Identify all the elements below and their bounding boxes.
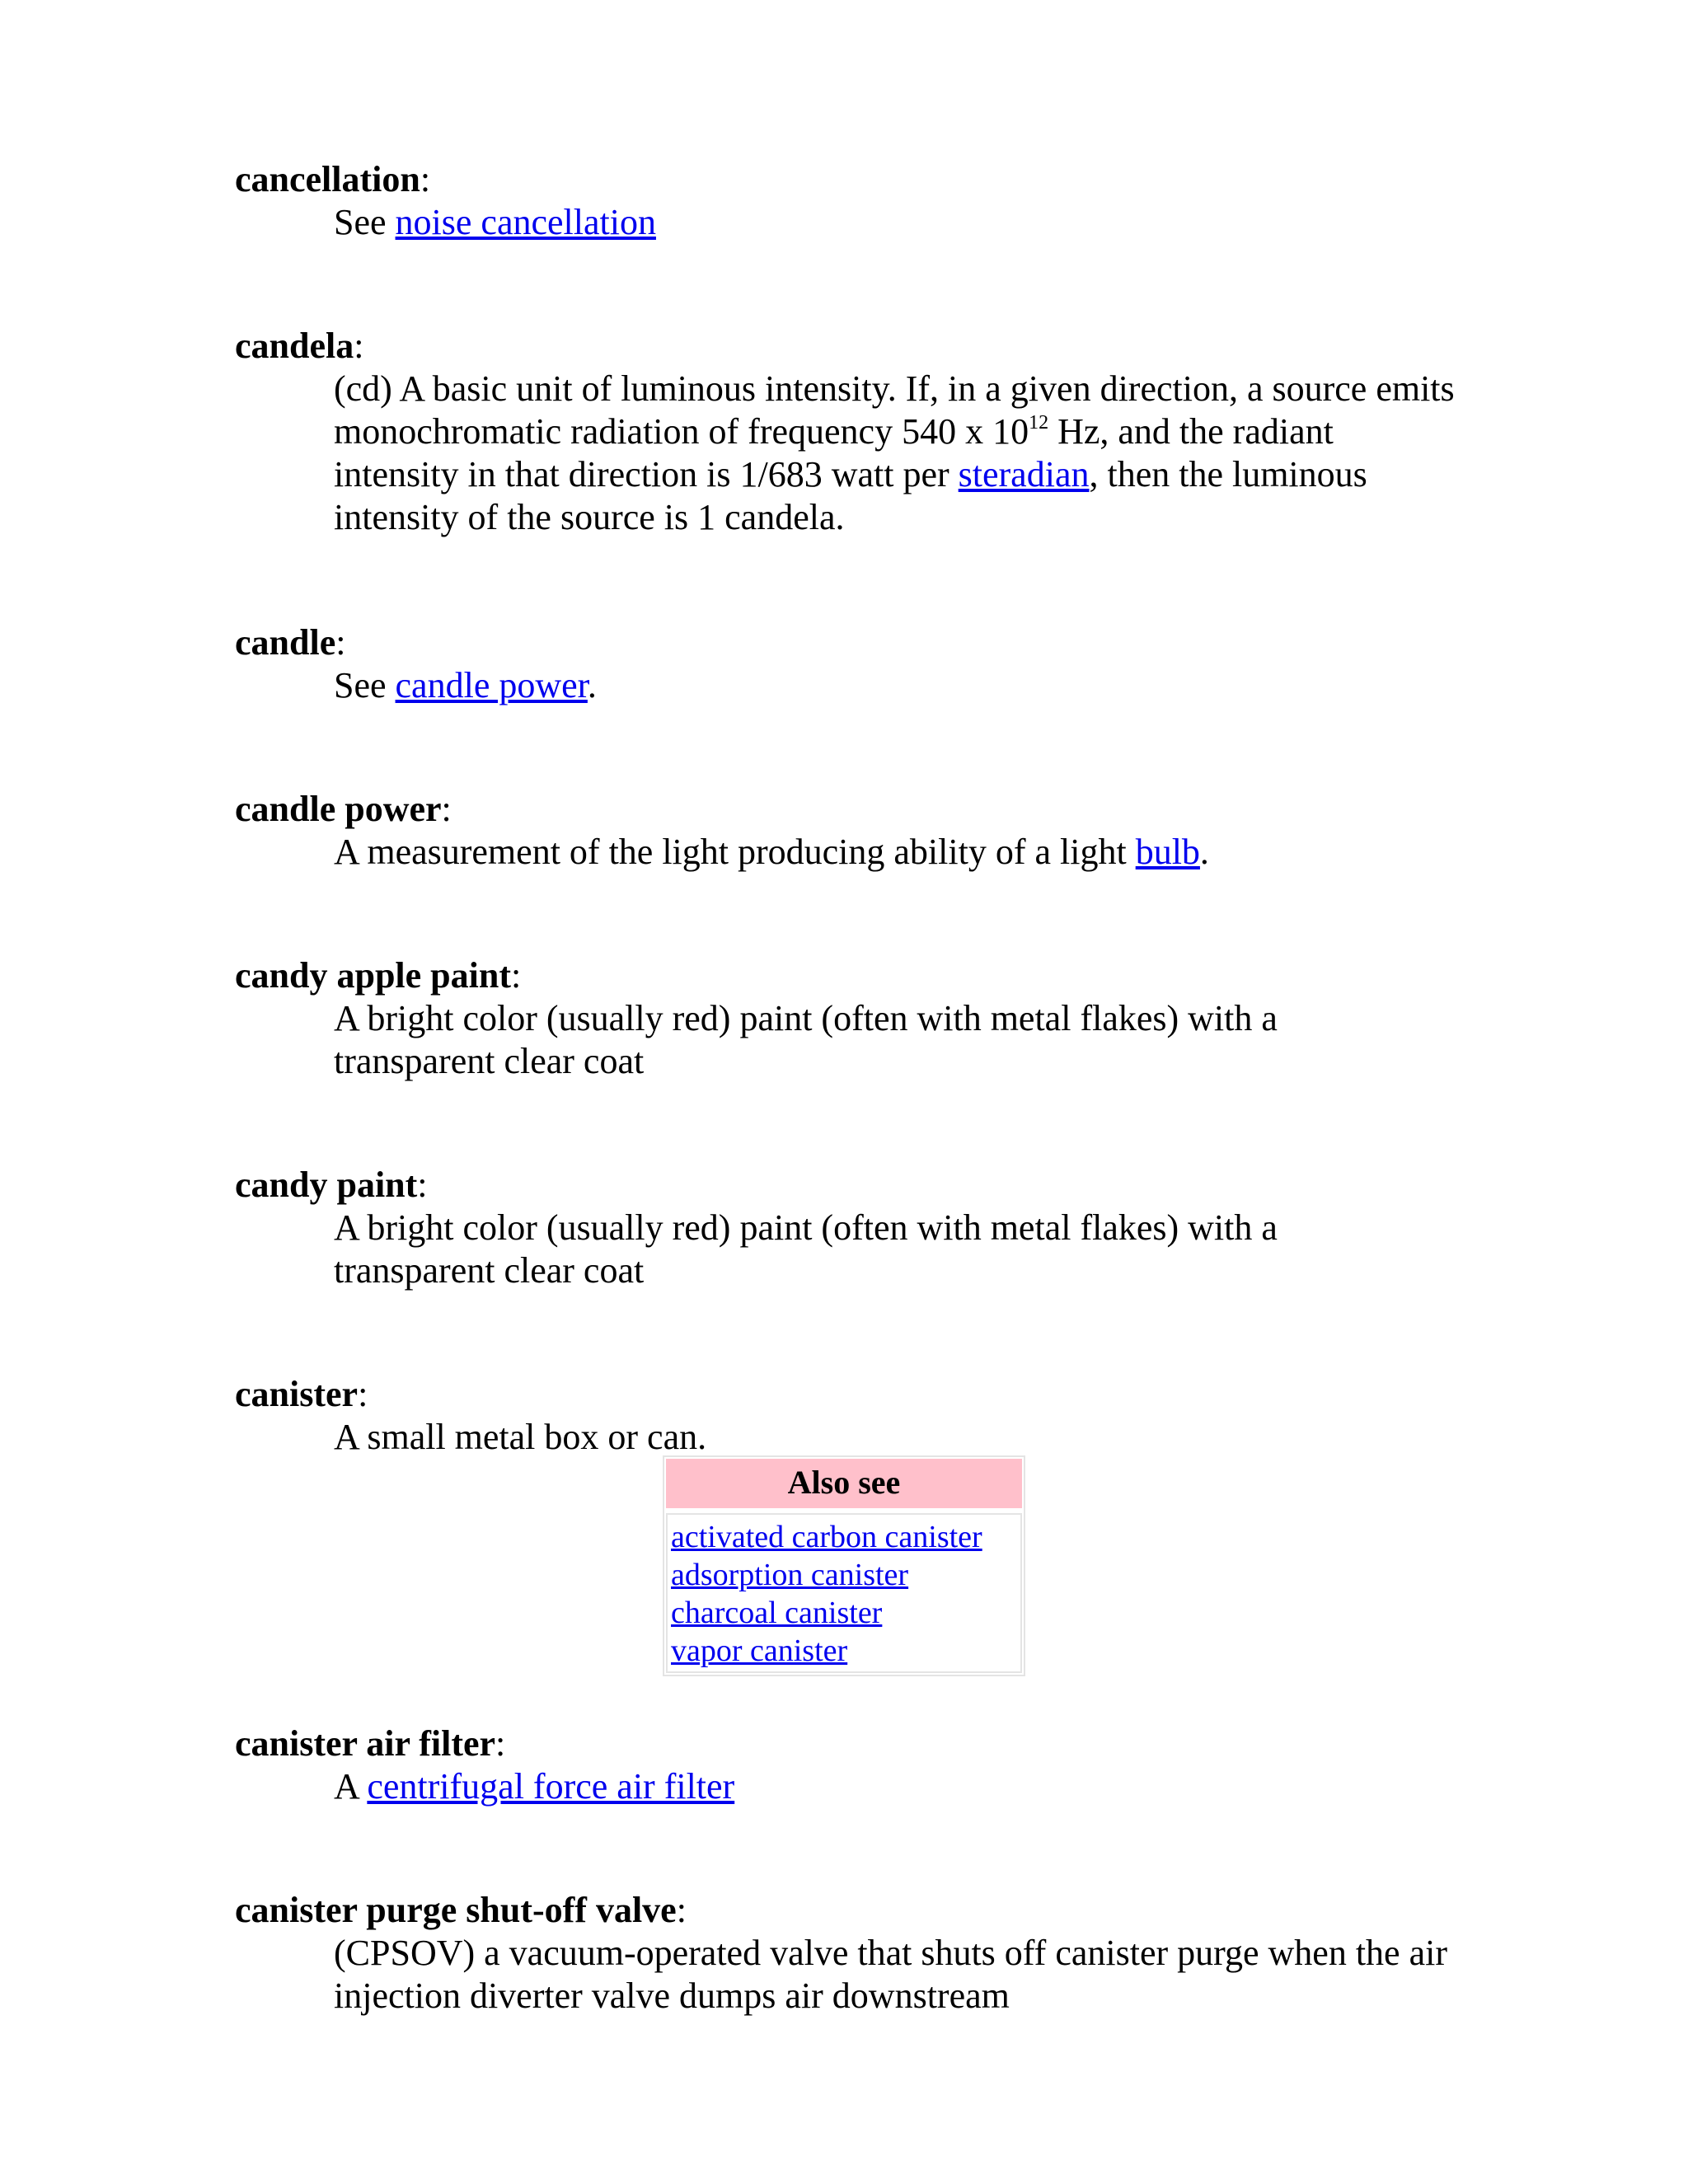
- link-activated-carbon-canister[interactable]: activated carbon canister: [671, 1520, 982, 1554]
- link-bulb[interactable]: bulb: [1135, 832, 1200, 872]
- definition-candle-power: A measurement of the light producing ability of a light bulb.: [334, 832, 1209, 872]
- link-centrifugal-force-air-filter[interactable]: centrifugal force air filter: [367, 1766, 735, 1807]
- definition-candy-paint: A bright color (usually red) paint (often with metal flakes) with a transparent clear coat: [334, 1207, 1278, 1291]
- definition-cancellation: See noise cancellation: [334, 202, 656, 242]
- link-vapor-canister[interactable]: vapor canister: [671, 1633, 848, 1668]
- term-canister-air-filter: canister air filter:: [235, 1723, 506, 1764]
- term-candle-power: candle power:: [235, 789, 452, 829]
- link-noise-cancellation[interactable]: noise cancellation: [395, 202, 656, 242]
- definition-candle: See candle power.: [334, 665, 597, 705]
- term-candy-apple-paint: candy apple paint:: [235, 955, 522, 996]
- definition-canister-air-filter: A centrifugal force air filter: [334, 1766, 735, 1807]
- also-see-box: [663, 1455, 1025, 1676]
- term-candy-paint: candy paint:: [235, 1165, 428, 1205]
- definition-candy-apple-paint: A bright color (usually red) paint (often with metal flakes) with a transparent clear coat: [334, 998, 1278, 1081]
- link-candle-power[interactable]: candle power: [395, 665, 588, 705]
- term-cancellation: cancellation:: [235, 159, 431, 199]
- link-adsorption-canister[interactable]: adsorption canister: [671, 1558, 909, 1592]
- also-see-list: [666, 1513, 1022, 1673]
- term-candle: candle:: [235, 622, 346, 663]
- link-steradian[interactable]: steradian: [958, 454, 1090, 494]
- definition-canister: A small metal box or can.: [334, 1417, 707, 1457]
- term-candela: candela:: [235, 326, 364, 366]
- definition-candela: (cd) A basic unit of luminous intensity. If, in a given direction, a source emits monochromatic radiation of frequency 540 x $10^{12}$ Hz, and the radiant intensity in that direction is 1/683 watt per steradian, then the luminous intensity of the source is 1 candela.: [334, 368, 1455, 537]
- term-canister: canister:: [235, 1374, 368, 1414]
- term-canister-purge-shut-off-valve: canister purge shut-off valve:: [235, 1890, 687, 1930]
- also-see-title: Also see: [666, 1459, 1022, 1508]
- definition-canister-purge-shut-off-valve: (CPSOV) a vacuum-operated valve that shuts off canister purge when the air injection diverter valve dumps air downstream: [334, 1933, 1447, 2016]
- link-charcoal-canister[interactable]: charcoal canister: [671, 1596, 883, 1630]
